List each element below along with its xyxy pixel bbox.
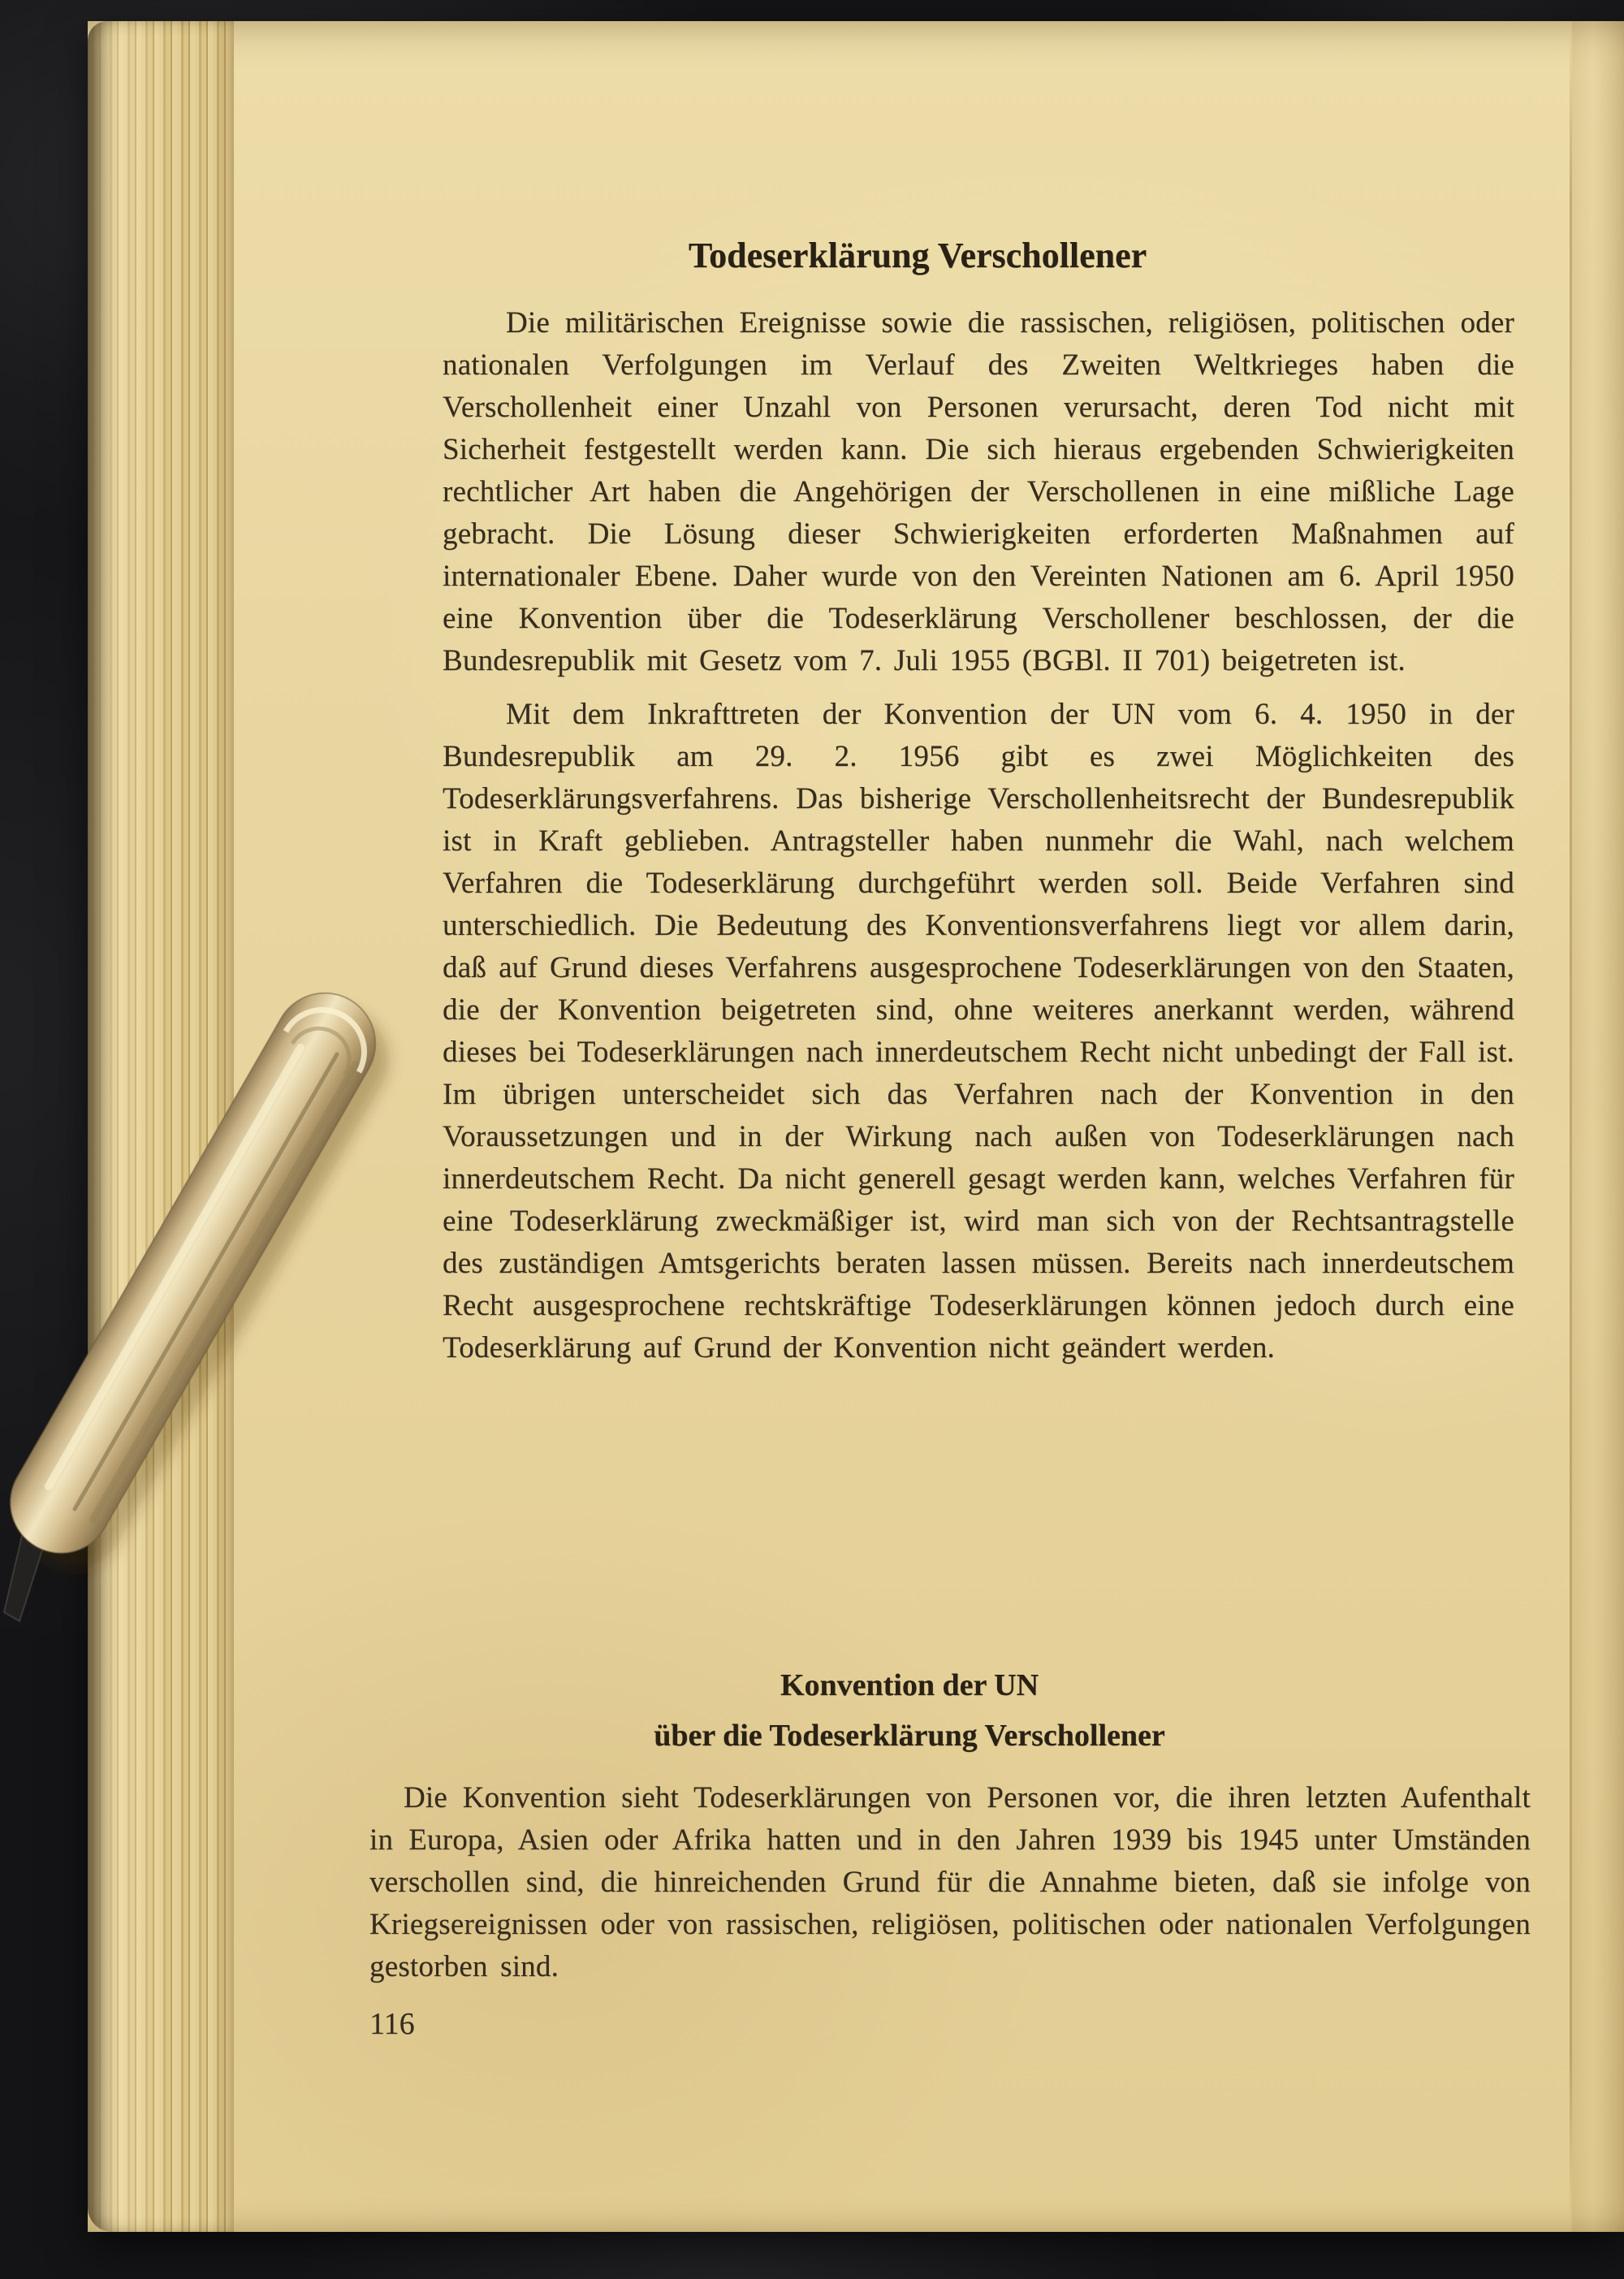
page-title: Todeserklärung Verschollener <box>688 236 1147 275</box>
subheading-line-1: Konvention der UN <box>780 1668 1039 1702</box>
paragraph-2: Mit dem Inkrafttreten der Konvention der UN vom 6. 4. 1950 in der Bundesrepublik am 29. 2. 1956 gibt es zwei Möglichkeiten des Todeserklärungsverfahrens. Das bisherige Verschollenheitsrecht der Bundesrepublik ist in Kraft geblieben. Antragsteller haben nunmehr die Wahl, nach welchem Verfahren die Todeserklärung durchgeführt werden soll. Beide Verfahren sind unterschiedlich. Die Bedeutung des Konventionsverfahrens liegt vor allem darin, daß auf Grund dieses Verfahrens ausgesprochene Todeserklärungen von den Staaten, die der Konvention beigetreten sind, ohne weiteres anerkannt werden, während dieses bei Todeserklärungen nach innerdeutschem Recht nicht unbedingt der Fall ist. Im übrigen unterscheidet sich das Verfahren nach der Konvention in den Voraussetzungen und in der Wirkung nach außen von Todeserklärungen nach innerdeutschem Recht. Da nicht generell gesagt werden kann, welches Verfahren für eine Todeserklärung zweckmäßiger ist, wird man sich von der Rechtsantragstelle des zuständigen Amtsgerichts beraten lassen müssen. Bereits nach innerdeutschem Recht ausgesprochene rechtskräftige Todeserklärungen können jedoch durch eine Todeserklärung auf Grund der Konvention nicht geändert werden. <box>443 698 1514 1364</box>
book-fore-edge-pages <box>88 21 234 2232</box>
page-number: 116 <box>369 2007 415 2041</box>
next-page-edge <box>1572 21 1624 2232</box>
paragraph-3: Die Konvention sieht Todeserklärungen von Personen vor, die ihren letzten Aufenthalt in Europa, Asien oder Afrika hatten und in den Jahren 1939 bis 1945 unter Umständen verschollen sind, die hinreichenden Grund für die Annahme bieten, daß sie infolge von Kriegsereignissen oder von rassischen, religiösen, politischen oder nationalen Verfolgungen gestorben sind. <box>369 1781 1531 1983</box>
section-subheading <box>369 1660 1449 1761</box>
lower-text-column <box>369 1660 1531 2045</box>
paragraph-1: Die militärischen Ereignisse sowie die rassischen, religiösen, politischen oder nationalen Verfolgungen im Verlauf des Zweiten Weltkrieges haben die Verschollenheit einer Unzahl von Personen verursacht, deren Tod nicht mit Sicherheit festgestellt werden kann. Die sich hieraus ergebenden Schwierigkeiten rechtlicher Art haben die Angehörigen der Verschollenen in eine mißliche Lage gebracht. Die Lösung dieser Schwierigkeiten erforderten Maßnahmen auf internationaler Ebene. Daher wurde von den Vereinten Nationen am 6. April 1950 eine Konvention über die Todeserklärung Verschollener beschlossen, der die Bundesrepublik mit Gesetz vom 7. Juli 1955 (BGBl. II 701) beigetreten ist. <box>443 306 1514 677</box>
subheading-line-2: über die Todeserklärung Verschollener <box>654 1719 1165 1753</box>
book-page <box>88 21 1624 2232</box>
main-text-column <box>443 234 1514 1369</box>
